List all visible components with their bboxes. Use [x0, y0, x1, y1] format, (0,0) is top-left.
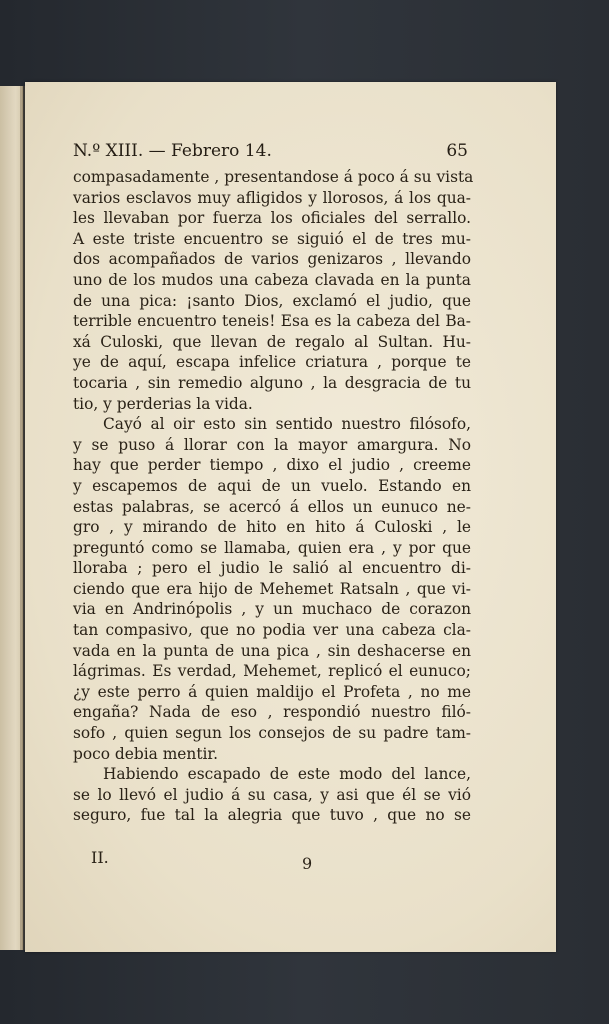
page-footer [73, 848, 468, 874]
text-line: hay que perder tiempo , dixo el judio , creeme [73, 456, 471, 475]
text-line: varios esclavos muy afligidos y llorosos, á los qua- [73, 188, 471, 207]
text-line: A este triste encuentro se siguió el de tres mu- [73, 229, 471, 248]
text-line: tan compasivo, que no podia ver una cabeza cla- [73, 621, 471, 640]
text-line: ye de aquí, escapa infelice criatura , porque te [73, 353, 471, 372]
text-line: via en Andrinópolis , y un muchaco de corazon [73, 600, 471, 619]
text-line: tocaria , sin remedio alguno , la desgracia de tu [73, 373, 471, 392]
text-line: vada en la punta de una pica , sin deshacerse en [73, 641, 471, 660]
text-line: gro , y mirando de hito en hito á Culoski , le [73, 518, 471, 537]
text-line: Cayó al oir esto sin sentido nuestro filósofo, [103, 415, 471, 434]
issue-date-heading: N.º XIII. — Febrero 14. [73, 141, 272, 161]
text-line: uno de los mudos una cabeza clavada en la punta [73, 270, 471, 289]
page-number: 65 [446, 141, 468, 161]
text-line: y se puso á llorar con la mayor amargura. No [73, 435, 471, 454]
text-line: estas palabras, se acercó á ellos un eunuco ne- [73, 497, 471, 516]
text-line: ciendo que era hijo de Mehemet Ratsaln , que vi- [73, 579, 471, 598]
text-line: seguro, fue tal la alegria que tuvo , que no se [73, 806, 471, 825]
volume-signature: II. [91, 848, 109, 867]
running-head [73, 141, 468, 165]
text-line: ¿y este perro á quien maldijo el Profeta , no me [73, 682, 471, 701]
text-line: sofo , quien segun los consejos de su padre tam- [73, 724, 471, 743]
text-line: lloraba ; pero el judio le salió al encuentro di- [73, 559, 471, 578]
text-line: engaña? Nada de eso , respondió nuestro filó- [73, 703, 471, 722]
text-line: se lo llevó el judio á su casa, y asi que él se vió [73, 785, 471, 804]
text-line: xá Culoski, que llevan de regalo al Sultan. Hu- [73, 332, 471, 351]
signature-number: 9 [302, 854, 313, 873]
text-line: de una pica: ¡santo Dios, exclamó el judio, que [73, 291, 471, 310]
body-text [73, 167, 474, 826]
text-line: Habiendo escapado de este modo del lance, [103, 765, 471, 784]
text-line: terrible encuentro teneis! Esa es la cabeza del Ba- [73, 312, 471, 331]
text-line: preguntó como se llamaba, quien era , y por que [73, 538, 471, 557]
text-line: lágrimas. Es verdad, Mehemet, replicó el eunuco; [73, 662, 471, 681]
text-line: les llevaban por fuerza los oficiales del serrallo. [73, 209, 471, 228]
text-line: dos acompañados de varios genizaros , llevando [73, 250, 471, 269]
text-line: compasadamente , presentandose á poco á su vista [73, 168, 474, 186]
text-line: poco debia mentir. [73, 744, 218, 763]
text-line: tio, y perderias la vida. [73, 394, 253, 413]
text-line: y escapemos de aqui de un vuelo. Estando en [73, 476, 471, 495]
